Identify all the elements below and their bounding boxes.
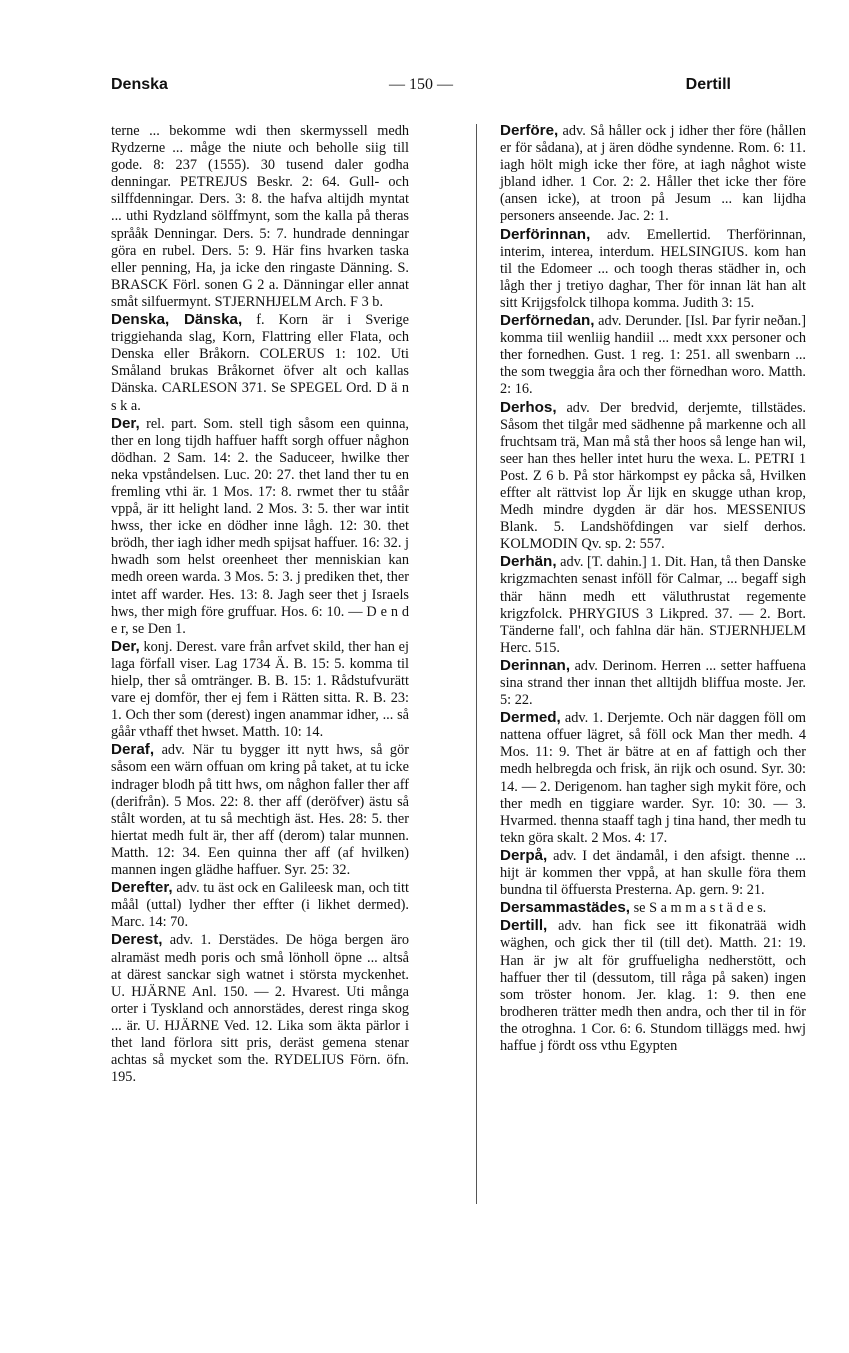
dictionary-entry bbox=[111, 931, 409, 1086]
entry-text: adv. han fick see itt fikonaträä widh wäghen, och gick ther til (till det). Matth. 21: 19. Han är jw alt för gruffueligha nedherstött, och haffuer ther til (dessutom, till råga på saken) ingen som tröster honom. Jer. klag. 1: 9. then ene brodheren trätter medh then andra, och ther til in för the otroghna. 1 Cor. 6: 6. Stundom tilläggs med. hwj haffue j fördt oss vthu Egypten bbox=[500, 918, 806, 1054]
entry-text: adv. tu äst ock en Galileesk man, och titt måål (uttal) lydher ther effter (i likhet dermed). Marc. 14: 70. bbox=[111, 880, 409, 931]
dictionary-entry bbox=[500, 709, 806, 847]
page-number: — 150 — bbox=[389, 76, 453, 93]
entry-headword: Der, bbox=[111, 414, 140, 432]
entry-headword: Derinnan, bbox=[500, 656, 571, 674]
header-left-headword: Denska bbox=[111, 76, 168, 93]
left-column bbox=[111, 122, 409, 1086]
dictionary-entry bbox=[500, 657, 806, 709]
entry-text: adv. I det ändamål, i den afsigt. thenne ... hijt är kommen ther vppå, at han skulle föra them bundna til öffuersta Presterna. Ap. gern. 9: 21. bbox=[500, 847, 806, 899]
entry-text: rel. part. Som. stell tigh såsom een quinna, ther en long tijdh haffuer hafft sorgh offuer någhon dödhan. 2 Sam. 14: 2. the Saduceer, hwilke ther neka vpståndelsen. Luc. 20: 27. thet land ther tu en fremling vthi är. 1 Mos. 17: 8. rwmet ther tu ståår vppå, är itt helight land. 2 Mos. 3: 5. ther war intit hwss, ther icke en dödher inne lågh. 12: 30. thet brödh, ther iagh idher medh spijsat haffuer. 16: 32. j hwadh som helst oreenheet ther menniskian kan medh oreen warda. 3 Mos. 5: 3. j prediken thet, ther intet aff warder. Hes. 13: 8. Jagh seer thet j Israels hws, ther migh före gruffuar. Hos. 6: 10. — D e n d e r, se Den 1. bbox=[111, 415, 409, 637]
entry-headword: Derföre, bbox=[500, 122, 559, 139]
entry-headword: Dersammastädes, bbox=[500, 899, 631, 917]
dictionary-entry bbox=[111, 638, 409, 742]
entry-text: adv. Emellertid. Therförinnan, interim, interea, interdum. HELSINGIUS. kom han til the Edomeer ... och toogh theras städher in, och lågh ther j tretiyo daghar, Ther för innan lät han alt sitt Krijgsfolck tilhopa komma. Judith 3: 15. bbox=[500, 226, 806, 311]
page-header bbox=[111, 76, 731, 100]
dictionary-entry bbox=[111, 311, 409, 415]
entry-text: adv. 1. Derjemte. Och när daggen föll om nattena offuer lägret, så föll ock Man ther medh. 4 Mos. 11: 9. Thet är bätre at en af fattigh och ther medh helbregda och frisk, än rijk och osund. Syr. 30: 14. — 2. Derigenom. han tagher sigh mykit före, och ther medh en tiggiare warder. Syr. 10: 30. — 3. Hvarmed. thenna staaff tagh j tina hand, ther medh tu tekn göra skalt. 2 Mos. 4: 17. bbox=[500, 710, 806, 846]
entry-text: adv. Der bredvid, derjemte, tillstädes. Såsom thet tilgår med sädhenne på markenne och all fruchtsam trä, Man må stå ther hoos så lenge han wil, seer han thes heller intet huru the wexa. L. PETRI 1 Post. Z 6 b. På stor härkompst ey påcka så, Hvilken effter alt rättvist lop Är lijk en skugge uthan krop, Medh mindre dygden är där hos. MESSENIUS Blank. 5. Landshöfdingen var sielf derhos. KOLMODIN Qv. sp. 2: 557. bbox=[500, 399, 806, 553]
dictionary-entry bbox=[500, 917, 806, 1055]
entry-headword: Derhän, bbox=[500, 553, 557, 571]
entry-headword: Derförinnan, bbox=[500, 225, 591, 243]
entry-text: adv. Derunder. [Isl. Þar fyrir neðan.] komma tiil wenliig handiil ... medt xxx personer och ther fornedhen. Gust. 1 reg. 1: 251. all swenbarn ... the som tweggia åra och ther förnedhan woro. Matth. 2: 16. bbox=[500, 313, 806, 398]
column-divider bbox=[476, 124, 477, 1204]
entry-headword: Denska, Dänska, bbox=[111, 311, 243, 329]
entry-text: se S a m m a s t ä d e s. bbox=[630, 900, 767, 917]
entry-text: adv. 1. Derstädes. De höga bergen äro alramäst medh poris och små lönholl öpne ... altså at därest sanckar sigh watnet i största myckenhet. U. HJÄRNE Anl. 150. — 2. Hvarest. Uti många orter i Tyskland och annorstädes, derest ringa skog ... är. U. HJÄRNE Ved. 12. Lika som äkta pärlor i thet land förlora sitt pris, deräst gemena stenar achtas så mycket som the. RYDELIUS Förn. öfn. 195. bbox=[111, 932, 409, 1086]
entry-text: adv. Derinom. Herren ... setter haffuena sina strand ther innan thet alltijdh bliffua moste. Jer. 5: 22. bbox=[500, 657, 806, 709]
dictionary-entry bbox=[111, 415, 409, 638]
entry-headword: Derhos, bbox=[500, 398, 557, 416]
entry-headword: Derförnedan, bbox=[500, 312, 595, 330]
entry-text: terne ... bekomme wdi then skermyssell medh Rydzerne ... måge the niute och beholle siig till gode. 8: 237 (1555). 30 tusend daler godha denningar. PETREJUS Beskr. 2: 64. Gull- och silffdenningar. Ders. 3: 8. the hafva altijdh myntat ... uthi Rydzland sölffmynt, som the kalla på theras språåk Denningar. Ders. 5: 7. hundrade denningar göra en rubel. Ders. 5: 9. Här fins hvarken taska eller penning, Ha, ja icke den ringaste Dänning. S. BRASCK Förl. sonen G 2 a. Dänningar eller annat småt silfuermynt. STJERNHJELM Arch. F 3 b. bbox=[111, 123, 409, 310]
header-right-headword: Dertill bbox=[685, 76, 731, 93]
dictionary-entry bbox=[111, 741, 409, 879]
dictionary-entry bbox=[111, 879, 409, 931]
entry-headword: Derest, bbox=[111, 931, 163, 949]
dictionary-entry bbox=[111, 122, 409, 311]
entry-text: f. Korn är i Sverige triggiehanda slag, Korn, Flattring eller Flata, och Denska eller Bråkorn. COLERUS 1: 102. Uti Småland brukas Bråkornet öfver alt och kallas Dänska. CARLESON 371. Se SPEGEL Ord. D ä n s k a. bbox=[111, 312, 409, 414]
dictionary-entry bbox=[500, 226, 806, 312]
entry-headword: Dermed, bbox=[500, 709, 561, 727]
entry-text: adv. När tu bygger itt nytt hws, så gör såsom een wärn offuan om kring på taket, at tu icke indrager blodh på titt hws, om någhon faller ther aff (derifrån). 5 Mos. 22: 8. ther aff (deröfver) ästu så stålt worden, at tu så mechtigh äst. Hes. 28: 5. ther hiertat medh fult är, ther aff (derom) talar munnen. Matth. 12: 34. Een quinna ther aff (af hvilken) mannen ingen glädhe haffuer. Syr. 25: 32. bbox=[111, 742, 409, 879]
dictionary-entry bbox=[500, 399, 806, 554]
entry-headword: Deraf, bbox=[111, 741, 155, 759]
entry-headword: Derpå, bbox=[500, 846, 548, 864]
entry-text: konj. Derest. vare från arfvet skild, ther han ej laga förfall viser. Lag 1734 Ä. B. 15: 5. komma til hielp, ther så omtränger. B. B. 15: 1. Rådstufvurätt vare ej domför, ther ej fem i Rätten sitta. R. B. 23: 1. Och ther som (derest) ingen anammar idher, ... så gåår vthaff thet hwset. Matth. 10: 14. bbox=[111, 638, 409, 741]
dictionary-entry bbox=[500, 122, 806, 226]
dictionary-entry bbox=[500, 899, 806, 917]
entry-text: adv. [T. dahin.] 1. Dit. Han, tå then Danske krigzmachten senast inföll för Calmar, ... begaff sigh thär hänn medh ett väluthrustat regemente krigzfolck. PHRYGIUS 3 Likpred. 37. — 2. Bort. Tänderne fall', och fahlna där hän. STJERNHJELM Herc. 515. bbox=[500, 554, 806, 656]
entry-headword: Der, bbox=[111, 637, 140, 655]
dictionary-entry bbox=[500, 553, 806, 657]
right-column bbox=[500, 122, 806, 1055]
entry-headword: Dertill, bbox=[500, 917, 548, 935]
entry-headword: Derefter, bbox=[111, 879, 173, 897]
dictionary-entry bbox=[500, 312, 806, 398]
entry-text: adv. Så håller ock j idher ther före (hållen er för sådana), at j ären dödhe syndenne. Rom. 6: 11. iagh hölt migh icke ther före, at iagh någhot wiste jbland idher. 1 Cor. 2: 2. Håller thet icke ther före (ansen icke), at troon på Jesum ... kan lijdha personers anseende. Jac. 2: 1. bbox=[500, 123, 806, 225]
dictionary-entry bbox=[500, 847, 806, 899]
